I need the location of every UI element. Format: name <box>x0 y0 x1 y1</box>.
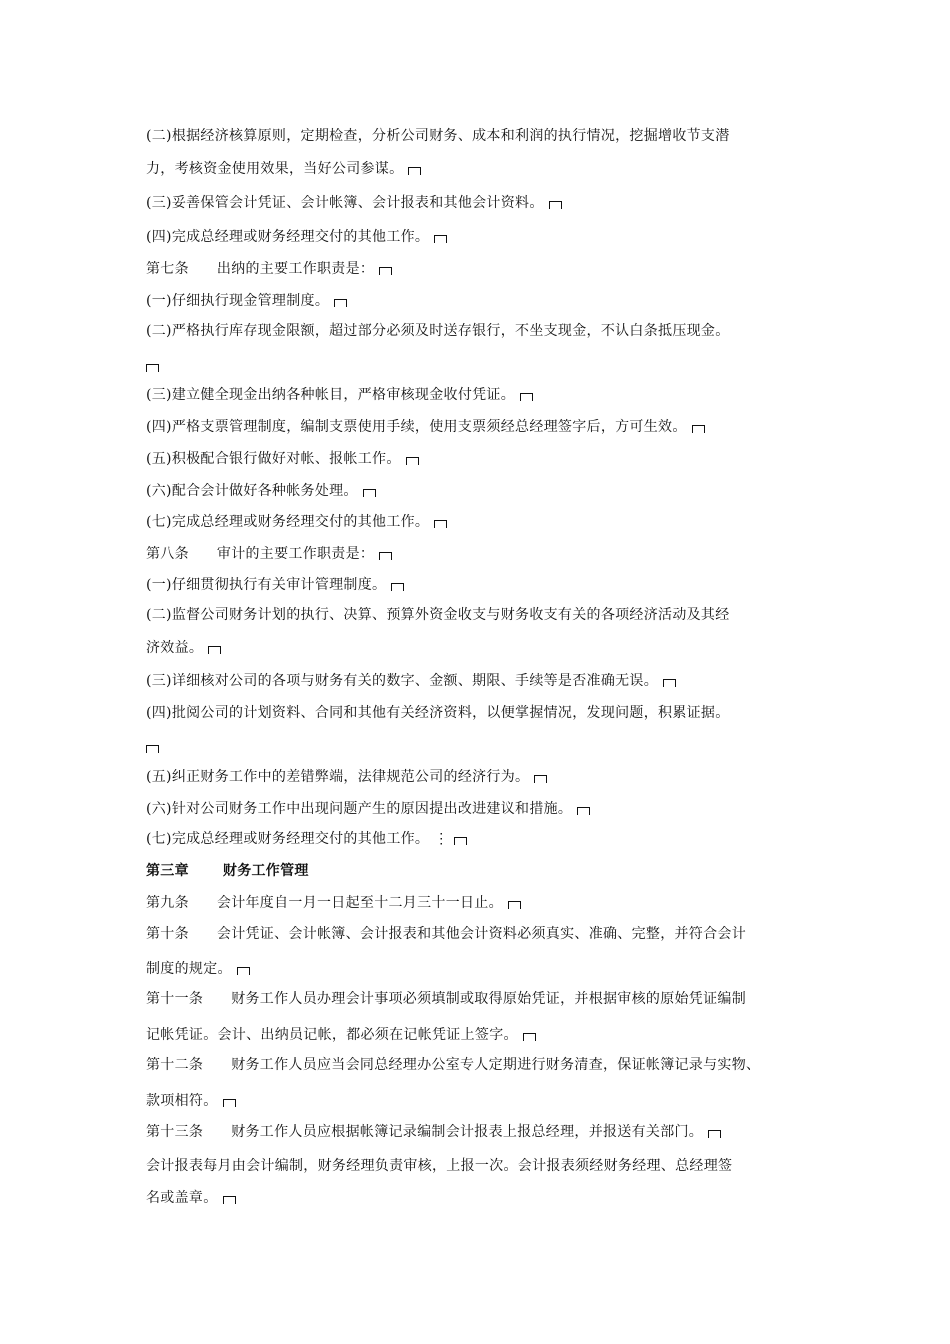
text-line <box>146 513 447 531</box>
text-line <box>146 606 730 624</box>
article-number: 第八条 <box>146 546 189 562</box>
line-text: 力，考核资金使用效果，当好公司参谋。 <box>146 161 404 177</box>
line-text: 款项相符。 <box>146 1093 218 1109</box>
line-text: 出纳的主要工作职责是： <box>216 261 375 277</box>
text-line <box>146 1157 732 1175</box>
line-text: 制度的规定。 <box>146 961 232 977</box>
paragraph-mark-icon <box>363 489 376 497</box>
text-line <box>146 1026 536 1044</box>
line-text: 审计的主要工作职责是： <box>216 546 375 562</box>
text-line <box>146 482 376 500</box>
text-line <box>146 704 730 722</box>
line-text: (四)批阅公司的计划资料、合同和其他有关经济资料，以便掌握情况，发现问题，积累证据。 <box>146 705 730 721</box>
article-number: 第七条 <box>146 261 189 277</box>
paragraph-mark-icon <box>549 201 562 209</box>
paragraph-mark-icon <box>434 235 447 243</box>
paragraph-mark-icon <box>577 807 590 815</box>
dots-glyph: ⋮ <box>434 831 449 847</box>
line-text: 记帐凭证。会计、出纳员记帐，都必须在记帐凭证上签字。 <box>146 1027 518 1043</box>
text-line <box>146 738 159 756</box>
paragraph-mark-icon <box>334 299 347 307</box>
line-text: (四)严格支票管理制度，编制支票使用手续，使用支票须经总经理签字后，方可生效。 <box>146 419 687 435</box>
paragraph-mark-icon <box>708 1130 721 1138</box>
article-line <box>146 1123 721 1141</box>
article-number: 第九条 <box>146 895 189 911</box>
line-text: (六)针对公司财务工作中出现问题产生的原因提出改进建议和措施。 <box>146 801 573 817</box>
paragraph-mark-icon <box>520 393 533 401</box>
text-line <box>146 639 221 657</box>
paragraph-mark-icon <box>434 520 447 528</box>
article-line <box>146 990 746 1008</box>
article-line <box>146 862 309 880</box>
paragraph-mark-icon <box>663 679 676 687</box>
paragraph-mark-icon <box>523 1033 536 1041</box>
line-text: (三)建立健全现金出纳各种帐目，严格审核现金收付凭证。 <box>146 387 516 403</box>
line-text: 财务工作人员应当会同总经理办公室专人定期进行财务清查，保证帐簿记录与实物、 <box>231 1057 761 1073</box>
line-text: (二)监督公司财务计划的执行、决算、预算外资金收支与财务收支有关的各项经济活动及其经 <box>146 607 730 623</box>
paragraph-mark-icon <box>406 457 419 465</box>
line-text: 财务工作管理 <box>222 863 309 879</box>
text-line <box>146 960 250 978</box>
article-line <box>146 545 392 563</box>
text-line <box>146 386 533 404</box>
paragraph-mark-icon <box>379 552 392 560</box>
line-text: 会计报表每月由会计编制，财务经理负责审核，上报一次。会计报表须经财务经理、总经理签 <box>146 1158 733 1174</box>
paragraph-mark-icon <box>454 837 467 845</box>
paragraph-mark-icon <box>146 364 159 372</box>
line-text: (二)根据经济核算原则，定期检查，分析公司财务、成本和利润的执行情况，挖掘增收节支潜 <box>146 128 730 144</box>
paragraph-mark-icon <box>692 425 705 433</box>
article-number: 第十条 <box>146 926 189 942</box>
article-line <box>146 1056 760 1074</box>
text-line <box>146 228 447 246</box>
text-line <box>146 576 404 594</box>
line-text: 财务工作人员应根据帐簿记录编制会计报表上报总经理，并报送有关部门。 <box>231 1124 704 1140</box>
article-number: 第十三条 <box>146 1124 204 1140</box>
line-text: (七)完成总经理或财务经理交付的其他工作。 <box>146 831 430 847</box>
text-line <box>146 450 419 468</box>
text-line <box>146 768 547 786</box>
line-text: (四)完成总经理或财务经理交付的其他工作。 <box>146 229 430 245</box>
paragraph-mark-icon <box>508 901 521 909</box>
line-text: (三)妥善保管会计凭证、会计帐簿、会计报表和其他会计资料。 <box>146 195 544 211</box>
article-number: 第十二条 <box>146 1057 204 1073</box>
paragraph-mark-icon <box>223 1196 236 1204</box>
paragraph-mark-icon <box>391 583 404 591</box>
text-line <box>146 322 730 340</box>
paragraph-mark-icon <box>408 167 421 175</box>
line-text: (二)严格执行库存现金限额，超过部分必须及时送存银行，不坐支现金，不认白条抵压现金。 <box>146 323 730 339</box>
line-text: (五)积极配合银行做好对帐、报帐工作。 <box>146 451 401 467</box>
line-text: (一)仔细执行现金管理制度。 <box>146 293 330 309</box>
article-line <box>146 260 392 278</box>
paragraph-mark-icon <box>237 967 250 975</box>
line-text: (三)详细核对公司的各项与财务有关的数字、金额、期限、手续等是否准确无误。 <box>146 673 659 689</box>
text-line <box>146 1092 236 1110</box>
line-text: (六)配合会计做好各种帐务处理。 <box>146 483 358 499</box>
paragraph-mark-icon <box>379 267 392 275</box>
text-line <box>146 160 421 178</box>
text-line <box>146 127 730 145</box>
line-text: (五)纠正财务工作中的差错弊端，法律规范公司的经济行为。 <box>146 769 530 785</box>
text-line <box>146 830 467 848</box>
paragraph-mark-icon <box>534 775 547 783</box>
line-text: 济效益。 <box>146 640 204 656</box>
text-line <box>146 357 159 375</box>
line-text: 会计年度自一月一日起至十二月三十一日止。 <box>216 895 503 911</box>
text-line <box>146 800 590 818</box>
line-text: 会计凭证、会计帐簿、会计报表和其他会计资料必须真实、准确、完整，并符合会计 <box>216 926 747 942</box>
line-text: (七)完成总经理或财务经理交付的其他工作。 <box>146 514 430 530</box>
text-line <box>146 1189 236 1207</box>
article-line <box>146 894 521 912</box>
paragraph-mark-icon <box>223 1099 236 1107</box>
line-text: 名或盖章。 <box>146 1190 218 1206</box>
line-text: 财务工作人员办理会计事项必须填制或取得原始凭证，并根据审核的原始凭证编制 <box>231 991 747 1007</box>
article-line <box>146 925 746 943</box>
text-line <box>146 194 562 212</box>
text-line <box>146 418 705 436</box>
line-text: (一)仔细贯彻执行有关审计管理制度。 <box>146 577 387 593</box>
paragraph-mark-icon <box>146 745 159 753</box>
article-number: 第三章 <box>146 863 189 879</box>
article-number: 第十一条 <box>146 991 204 1007</box>
text-line <box>146 672 676 690</box>
paragraph-mark-icon <box>208 646 221 654</box>
text-line <box>146 292 347 310</box>
